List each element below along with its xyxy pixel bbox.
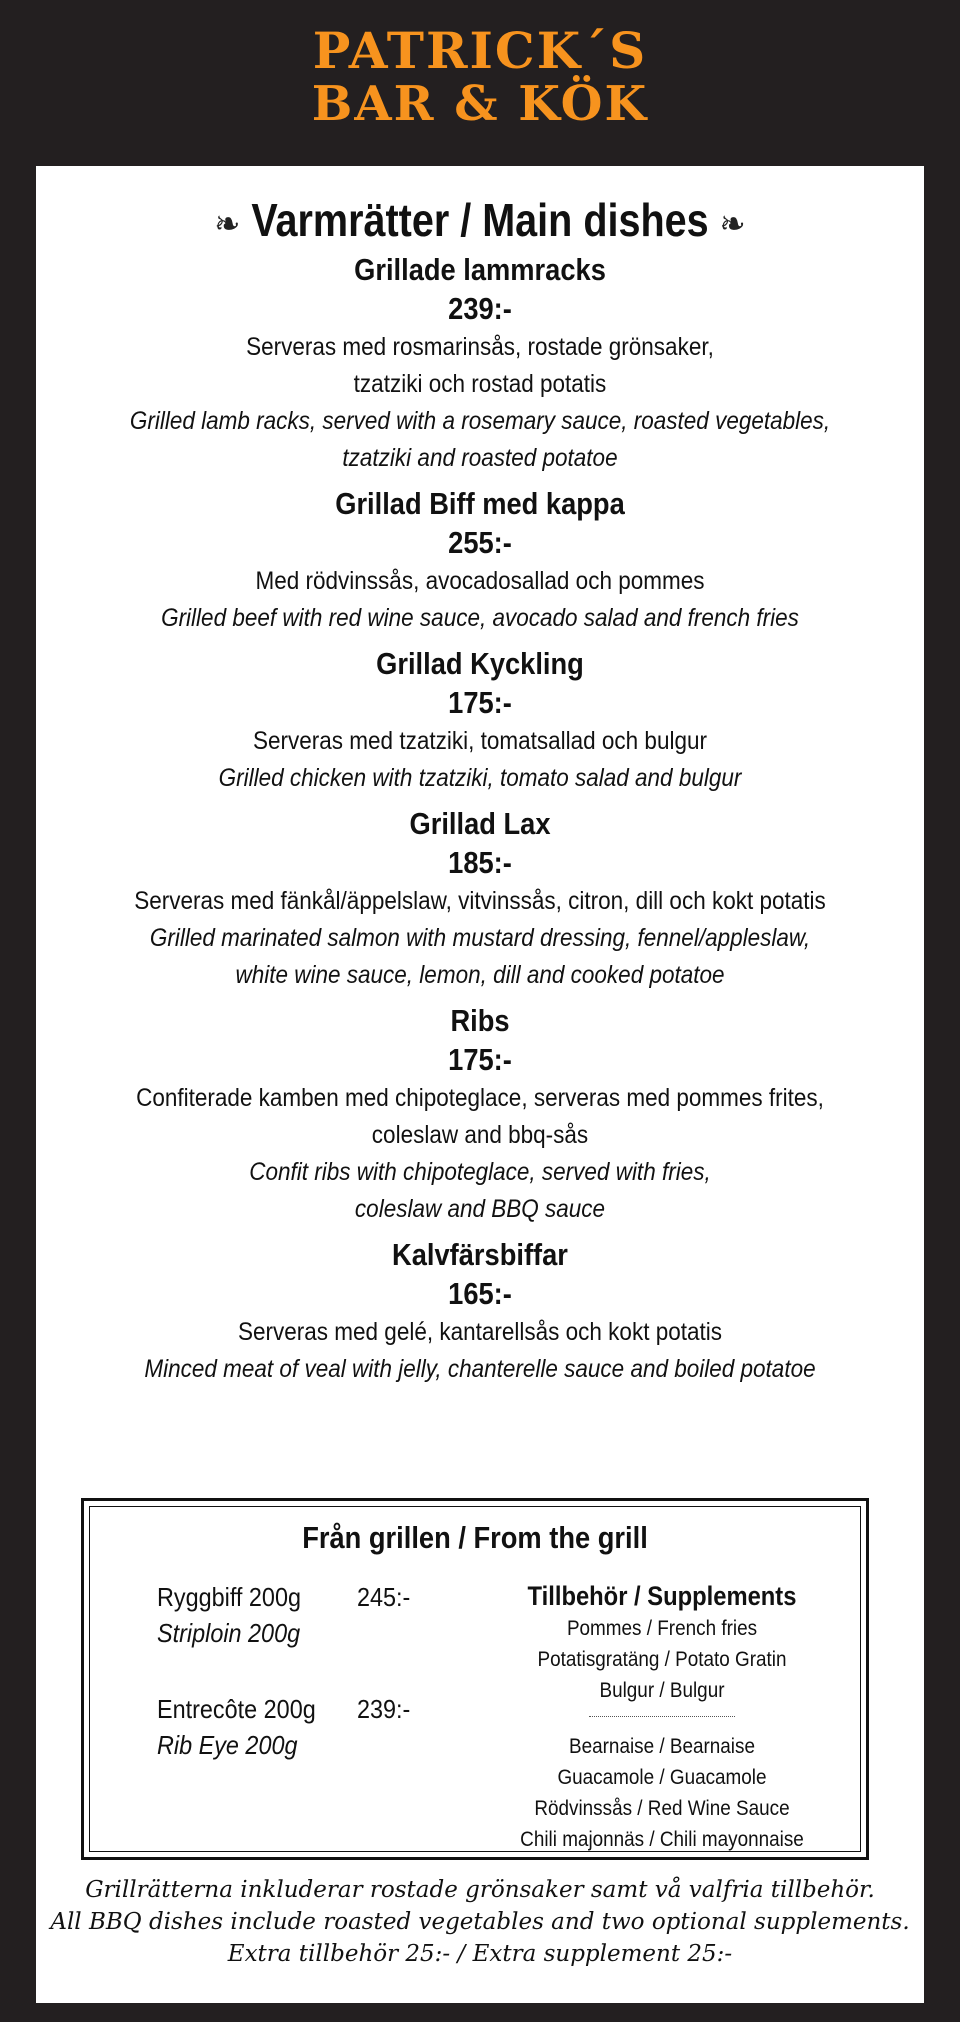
section-heading bbox=[98, 166, 862, 251]
dish-item bbox=[36, 805, 924, 994]
leaf-flourish-icon: ❧ bbox=[719, 204, 746, 245]
grill-item-name-en: Rib Eye 200g bbox=[157, 1730, 298, 1760]
grill-item bbox=[157, 1691, 416, 1763]
footer-note bbox=[36, 1874, 924, 1970]
dish-description-en: Grilled chicken with tzatziki, tomato salad and bulgur bbox=[218, 764, 742, 792]
dish-item bbox=[36, 251, 924, 477]
dish-description-sv: Serveras med rosmarinsås, rostade grönsaker, bbox=[246, 333, 714, 361]
dish-description-sv: Confiterade kamben med chipoteglace, serveras med pommes frites, bbox=[136, 1084, 824, 1112]
dish-price: 255:- bbox=[448, 525, 512, 560]
dish-item bbox=[36, 1002, 924, 1228]
dish-description-en: white wine sauce, lemon, dill and cooked potatoe bbox=[235, 961, 725, 989]
supplement-sauce: Chili majonnäs / Chili mayonnaise bbox=[520, 1828, 804, 1851]
grill-item-name-en: Striploin 200g bbox=[157, 1618, 301, 1648]
grill-title: Från grillen / From the grill bbox=[302, 1520, 648, 1555]
dish-description-en: Confit ribs with chipoteglace, served with fries, bbox=[249, 1158, 711, 1186]
grill-item bbox=[157, 1579, 416, 1651]
dish-description-sv: tzatziki och rostad potatis bbox=[353, 370, 607, 398]
dish-description-sv: Serveras med fänkål/äppelslaw, vitvinssås, citron, dill och kokt potatis bbox=[134, 887, 826, 915]
dish-description-en: Grilled beef with red wine sauce, avocado salad and french fries bbox=[161, 604, 799, 632]
dish-name: Ribs bbox=[450, 1003, 510, 1038]
dish-item bbox=[36, 485, 924, 637]
footer-line: All BBQ dishes include roasted vegetables and two optional supplements. bbox=[50, 1909, 910, 1935]
supplements-divider bbox=[589, 1716, 735, 1717]
supplements-title: Tillbehör / Supplements bbox=[527, 1581, 797, 1611]
dish-price: 165:- bbox=[448, 1276, 512, 1311]
supplement-side: Pommes / French fries bbox=[566, 1617, 758, 1640]
grill-item-price: 245:- bbox=[357, 1582, 411, 1612]
grill-item-name: Ryggbiff 200g bbox=[157, 1582, 301, 1612]
footer-line: Grillrätterna inkluderar rostade grönsaker samt vå valfria tillbehör. bbox=[85, 1877, 875, 1903]
dish-item bbox=[36, 645, 924, 797]
dish-price: 185:- bbox=[448, 845, 512, 880]
dish-description-sv: coleslaw and bbq-sås bbox=[371, 1121, 589, 1149]
dish-description-en: coleslaw and BBQ sauce bbox=[354, 1195, 606, 1223]
grill-item-name: Entrecôte 200g bbox=[157, 1694, 316, 1724]
supplement-side: Bulgur / Bulgur bbox=[599, 1679, 725, 1702]
dish-price: 175:- bbox=[448, 1042, 512, 1077]
dish-description-en: tzatziki and roasted potatoe bbox=[342, 444, 618, 472]
section-title: Varmrätter / Main dishes bbox=[251, 194, 709, 246]
dish-name: Kalvfärsbiffar bbox=[392, 1237, 568, 1272]
grill-box bbox=[81, 1498, 869, 1860]
supplement-sauce: Bearnaise / Bearnaise bbox=[569, 1735, 755, 1758]
dish-description-en: Minced meat of veal with jelly, chanterelle sauce and boiled potatoe bbox=[144, 1355, 816, 1383]
dish-description-sv: Med rödvinssås, avocadosallad och pommes bbox=[255, 567, 705, 595]
footer-line: Extra tillbehör 25:- / Extra supplement 25:- bbox=[227, 1941, 733, 1967]
menu-panel bbox=[36, 166, 924, 2003]
brand-logo bbox=[0, 21, 960, 132]
dish-name: Grillad Biff med kappa bbox=[335, 486, 625, 521]
dish-name: Grillade lammracks bbox=[354, 252, 606, 287]
brand-line-1: PATRICK´S bbox=[312, 21, 648, 80]
dish-description-en: Grilled lamb racks, served with a rosemary sauce, roasted vegetables, bbox=[129, 407, 831, 435]
brand-line-2: BAR & KÖK bbox=[311, 76, 649, 132]
supplement-side: Potatisgratäng / Potato Gratin bbox=[537, 1648, 787, 1671]
dish-description-sv: Serveras med gelé, kantarellsås och kokt potatis bbox=[237, 1318, 723, 1346]
grill-item-price: 239:- bbox=[357, 1694, 411, 1724]
supplement-sauce: Guacamole / Guacamole bbox=[557, 1766, 767, 1789]
dish-price: 239:- bbox=[448, 291, 512, 326]
supplement-sauce: Rödvinssås / Red Wine Sauce bbox=[534, 1797, 790, 1820]
leaf-flourish-icon: ❧ bbox=[214, 204, 241, 245]
dish-description-en: Grilled marinated salmon with mustard dressing, fennel/appleslaw, bbox=[149, 924, 811, 952]
dish-name: Grillad Lax bbox=[409, 806, 551, 841]
main-dishes-section bbox=[36, 166, 924, 1388]
dish-name: Grillad Kyckling bbox=[376, 646, 584, 681]
dish-item bbox=[36, 1236, 924, 1388]
supplements-column bbox=[482, 1579, 842, 1855]
dish-description-sv: Serveras med tzatziki, tomatsallad och bulgur bbox=[253, 727, 707, 755]
dish-price: 175:- bbox=[448, 685, 512, 720]
